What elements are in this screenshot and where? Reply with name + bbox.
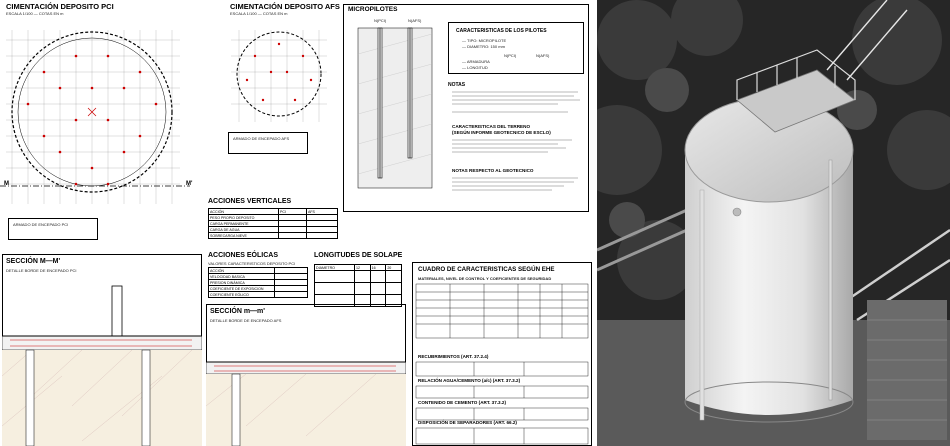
micro-col-pci: N(PCI)	[374, 18, 387, 23]
cuadro-lower-grid	[414, 360, 590, 446]
section-m2-label: M'	[186, 181, 193, 187]
pile-col-pci: N(PCI)	[504, 53, 517, 58]
acciones-verticales-table: ACCIÓN PCI AFS PESO PROPIO DEPOSITO CARGA PERMANENTE CARGA DE AGUA SOBRECARGA NIEVE	[208, 208, 338, 239]
pci-armado-note: ARMADO DE ENCEPADO PCI	[8, 218, 98, 240]
pci-title: CIMENTACIÓN DEPOSITO PCI	[6, 2, 114, 11]
recubrimientos-title: RECUBRIMIENTOS (ART. 37.2.4)	[418, 354, 489, 359]
afs-armado-note: ARMADO DE ENCEPADO AFS	[228, 132, 308, 154]
disposicion-separadores-title: DISPOSICIÓN DE SEPARADORES (ART. 66.2)	[418, 420, 517, 425]
micropilotes-title: MICROPILOTES	[348, 6, 398, 13]
section-m-label: M	[4, 181, 9, 187]
section-mm-drawing	[2, 276, 202, 446]
relacion-ac-title: RELACIÓN AGUA/CEMENTO (a/c) (ART. 37.3.2)	[418, 378, 521, 383]
cuadro-grid	[414, 282, 590, 342]
pile-col-afs: N(AFS)	[536, 53, 550, 58]
section-small-mm-drawing	[206, 326, 406, 446]
terrain-subtitle: (SEGÚN INFORME GEOTECNICO DE ESCLO)	[452, 130, 551, 135]
section-small-mm-title: SECCIÓN m—m'	[210, 308, 265, 315]
cuadro-subtitle: MATERIALES, NIVEL DE CONTROL Y COEFICIENTES DE SEGURIDAD	[418, 276, 552, 281]
pile-armadura: — ARMADURA	[462, 59, 490, 64]
acciones-eolicas-table: ACCIÓN VELOCIDAD BASICA PRESION DINÁMICA COEFICIENTE DE EXPOSICION COEFICIENTE EÓLICO	[208, 267, 308, 298]
acciones-verticales-title: ACCIONES VERTICALES	[208, 198, 292, 205]
pci-scale: ESCALA 1/100 — COTAS EN m	[6, 11, 64, 16]
notas-title: NOTAS	[448, 82, 466, 88]
micropile-section-drawing	[350, 24, 440, 199]
acciones-eolicas-subtitle: VALORES CARACTERISTICOS DEPOSITO PCI	[208, 261, 296, 266]
contenido-cemento-title: CONTENIDO DE CEMENTO (ART. 37.3.2)	[418, 400, 506, 405]
pile-longitud: — LONGITUD	[462, 65, 488, 70]
tank-photo-illustration	[597, 0, 950, 446]
pile-type: — TIPO: MICROPILOTE	[462, 38, 507, 43]
terrain-title: CARACTERISTICAS DEL TERRENO	[452, 124, 531, 129]
afs-foundation-plan	[225, 22, 335, 132]
section-mm-title: SECCIÓN M—M'	[6, 258, 61, 265]
water-tank-photo	[597, 0, 950, 446]
section-mm-detail: DETALLE BORDE DE ENCEPADO PCI	[6, 268, 77, 273]
pci-foundation-plan	[0, 18, 200, 218]
notes-text-block	[448, 90, 588, 200]
geotechnical-notes-title: NOTAS RESPECTO AL GEOTECNICO	[452, 168, 534, 173]
pile-characteristics-title: CARACTERISTICAS DE LOS PILOTES	[456, 28, 547, 34]
acciones-eolicas-title: ACCIONES EÓLICAS	[208, 252, 279, 259]
pile-diameter: — DIAMETRO: 150 mm	[462, 44, 505, 49]
afs-title: CIMENTACIÓN DEPOSITO AFS	[230, 2, 340, 11]
longitudes-solape-title: LONGITUDES DE SOLAPE	[314, 252, 403, 259]
micro-col-afs: N(AFS)	[408, 18, 422, 23]
afs-scale: ESCALA 1/100 — COTAS EN m	[230, 11, 288, 16]
cuadro-title: CUADRO DE CARACTERISTICAS SEGÚN EHE	[418, 266, 555, 273]
section-small-mm-detail: DETALLE BORDE DE ENCEPADO AFS	[210, 318, 282, 323]
longitudes-solape-table: DIAMETRO 12 16 20	[314, 264, 402, 307]
